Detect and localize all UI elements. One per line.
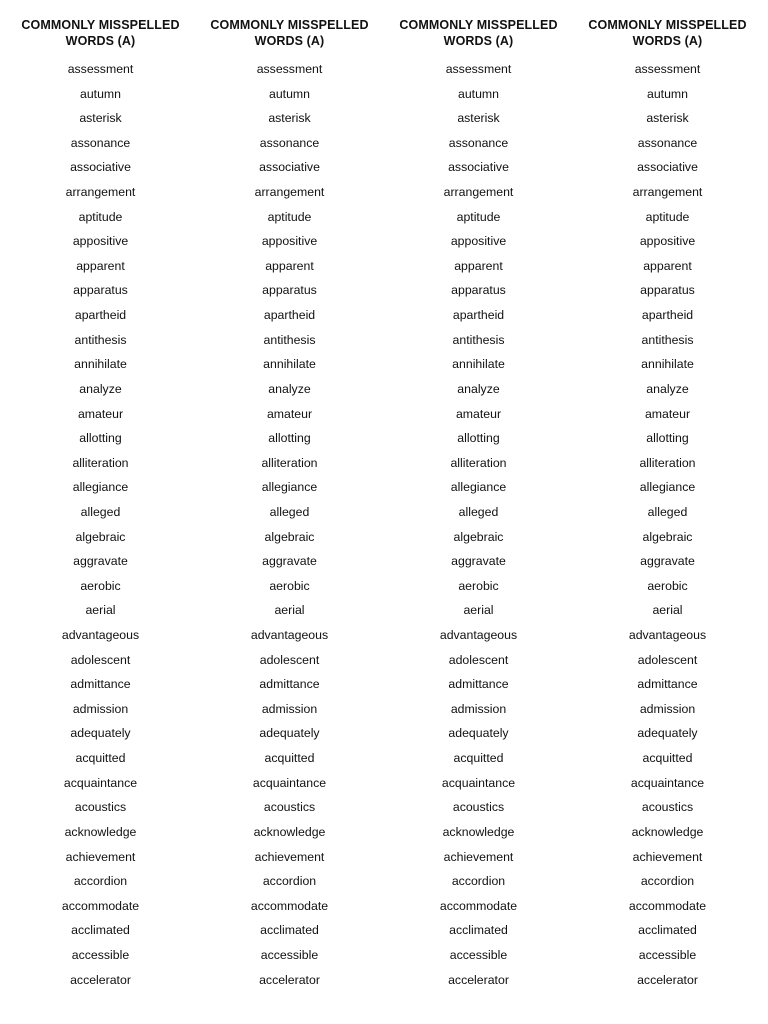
word-item: apparent — [454, 258, 503, 273]
word-item: aerobic — [458, 578, 499, 593]
word-item: aggravate — [451, 554, 506, 569]
word-item: arrangement — [632, 185, 703, 200]
word-item: algebraic — [642, 529, 693, 544]
word-item: aerial — [85, 603, 116, 618]
word-item: algebraic — [264, 529, 315, 544]
word-item: acoustics — [74, 800, 127, 815]
word-item: amateur — [266, 406, 313, 421]
column-title — [210, 17, 368, 51]
word-item: aerial — [274, 603, 305, 618]
word-item: admission — [72, 701, 129, 716]
word-item: antithesis — [452, 332, 505, 347]
word-item: algebraic — [453, 529, 504, 544]
word-item: assonance — [448, 135, 509, 150]
word-item: aptitude — [78, 209, 123, 224]
word-item: assessment — [634, 62, 701, 76]
word-item: apparatus — [262, 283, 317, 298]
word-item: aptitude — [645, 209, 690, 224]
word-item: assonance — [637, 135, 698, 150]
word-item: acknowledge — [253, 824, 326, 839]
word-item: accelerator — [70, 972, 131, 987]
word-item: acquaintance — [252, 775, 327, 790]
word-item: analyze — [268, 381, 311, 396]
word-item: analyze — [646, 381, 689, 396]
word-item: allegiance — [72, 480, 129, 495]
word-item: analyze — [457, 381, 500, 396]
word-item: alleged — [458, 504, 499, 519]
word-item: adolescent — [448, 652, 509, 667]
word-item: admission — [450, 701, 507, 716]
word-item: amateur — [644, 406, 691, 421]
word-item: apartheid — [452, 308, 505, 323]
word-item: arrangement — [65, 185, 136, 200]
word-column-4 — [573, 17, 762, 1024]
word-item: apparatus — [451, 283, 506, 298]
word-item: acoustics — [641, 800, 694, 815]
word-item: apparent — [265, 258, 314, 273]
word-item: aptitude — [456, 209, 501, 224]
word-item: advantageous — [628, 628, 707, 643]
word-item: adolescent — [70, 652, 131, 667]
word-item: associative — [637, 160, 698, 175]
word-item: acquitted — [264, 751, 315, 766]
word-item: alliteration — [261, 455, 318, 470]
column-title — [21, 17, 179, 51]
word-item: alleged — [80, 504, 121, 519]
word-item: allegiance — [639, 480, 696, 495]
word-item: asterisk — [457, 111, 500, 126]
word-item: admission — [639, 701, 696, 716]
word-item: accordion — [262, 874, 317, 889]
word-item: asterisk — [79, 111, 122, 126]
word-item: apparent — [643, 258, 692, 273]
word-item: allotting — [457, 431, 500, 446]
word-item: apartheid — [263, 308, 316, 323]
word-item: accelerator — [259, 972, 320, 987]
word-item: accordion — [73, 874, 128, 889]
word-item: antithesis — [74, 332, 127, 347]
word-item: admittance — [637, 677, 698, 692]
word-item: annihilate — [263, 357, 316, 372]
word-list — [195, 57, 384, 992]
word-item: assessment — [67, 62, 134, 76]
column-title — [399, 17, 557, 51]
word-item: asterisk — [646, 111, 689, 126]
word-item: accelerator — [448, 972, 509, 987]
column-title-line-2: WORDS (A) — [254, 34, 325, 48]
word-item: admittance — [448, 677, 509, 692]
word-item: aerobic — [80, 578, 121, 593]
word-item: advantageous — [250, 628, 329, 643]
word-item: allotting — [268, 431, 311, 446]
word-item: appositive — [72, 234, 129, 249]
word-item: alliteration — [450, 455, 507, 470]
word-column-3 — [384, 17, 573, 1024]
word-item: admittance — [259, 677, 320, 692]
word-column-1 — [6, 17, 195, 1024]
word-item: apartheid — [641, 308, 694, 323]
word-item: advantageous — [439, 628, 518, 643]
word-item: apparatus — [73, 283, 128, 298]
column-title-line-1: COMMONLY MISSPELLED — [399, 18, 558, 32]
word-item: accommodate — [439, 898, 518, 913]
word-item: aerial — [652, 603, 683, 618]
word-item: assessment — [445, 62, 512, 76]
word-item: allegiance — [261, 480, 318, 495]
word-item: aggravate — [73, 554, 128, 569]
word-item: advantageous — [61, 628, 140, 643]
word-item: accommodate — [61, 898, 140, 913]
word-item: alliteration — [639, 455, 696, 470]
word-item: aerobic — [269, 578, 310, 593]
word-item: adequately — [448, 726, 509, 741]
word-item: allegiance — [450, 480, 507, 495]
word-item: appositive — [450, 234, 507, 249]
word-item: assonance — [259, 135, 320, 150]
word-item: algebraic — [75, 529, 126, 544]
word-item: accessible — [449, 947, 508, 962]
word-item: acclimated — [260, 923, 319, 938]
word-item: apparatus — [640, 283, 695, 298]
word-item: acclimated — [71, 923, 130, 938]
column-title-line-2: WORDS (A) — [632, 34, 703, 48]
word-item: achievement — [65, 849, 136, 864]
word-item: alleged — [269, 504, 310, 519]
word-item: accommodate — [628, 898, 707, 913]
word-item: alliteration — [72, 455, 129, 470]
word-item: adequately — [70, 726, 131, 741]
word-item: accordion — [640, 874, 695, 889]
word-item: admission — [261, 701, 318, 716]
word-item: accelerator — [637, 972, 698, 987]
word-item: associative — [448, 160, 509, 175]
word-item: allotting — [646, 431, 689, 446]
word-item: acquaintance — [63, 775, 138, 790]
word-item: aerial — [463, 603, 494, 618]
word-item: annihilate — [74, 357, 127, 372]
word-item: assonance — [70, 135, 131, 150]
word-item: acquaintance — [630, 775, 705, 790]
column-title — [588, 17, 746, 51]
word-item: autumn — [79, 86, 122, 101]
word-item: adequately — [637, 726, 698, 741]
word-item: acclimated — [449, 923, 508, 938]
word-item: admittance — [70, 677, 131, 692]
word-item: accessible — [638, 947, 697, 962]
word-item: autumn — [268, 86, 311, 101]
word-item: assessment — [256, 62, 323, 76]
word-item: autumn — [646, 86, 689, 101]
column-title-line-1: COMMONLY MISSPELLED — [21, 18, 180, 32]
column-title-line-2: WORDS (A) — [443, 34, 514, 48]
word-item: antithesis — [641, 332, 694, 347]
column-title-line-1: COMMONLY MISSPELLED — [588, 18, 747, 32]
word-item: acknowledge — [64, 824, 137, 839]
word-item: alleged — [647, 504, 688, 519]
word-list — [573, 57, 762, 992]
word-item: adolescent — [259, 652, 320, 667]
word-item: achievement — [443, 849, 514, 864]
word-list — [6, 57, 195, 992]
word-item: aerobic — [647, 578, 688, 593]
word-item: appositive — [261, 234, 318, 249]
column-title-line-1: COMMONLY MISSPELLED — [210, 18, 369, 32]
word-item: accessible — [260, 947, 319, 962]
word-item: arrangement — [443, 185, 514, 200]
word-item: annihilate — [641, 357, 694, 372]
word-item: appositive — [639, 234, 696, 249]
word-item: accessible — [71, 947, 130, 962]
word-item: aptitude — [267, 209, 312, 224]
word-list — [384, 57, 573, 992]
word-item: amateur — [455, 406, 502, 421]
word-item: antithesis — [263, 332, 316, 347]
word-item: apartheid — [74, 308, 127, 323]
word-item: acquitted — [453, 751, 504, 766]
word-item: acclimated — [638, 923, 697, 938]
word-item: annihilate — [452, 357, 505, 372]
word-item: achievement — [632, 849, 703, 864]
word-item: analyze — [79, 381, 122, 396]
word-item: allotting — [79, 431, 122, 446]
word-item: acquitted — [75, 751, 126, 766]
word-item: arrangement — [254, 185, 325, 200]
word-item: adolescent — [637, 652, 698, 667]
word-item: amateur — [77, 406, 124, 421]
word-item: aggravate — [640, 554, 695, 569]
word-item: acquaintance — [441, 775, 516, 790]
word-item: associative — [70, 160, 131, 175]
word-item: associative — [259, 160, 320, 175]
word-item: apparent — [76, 258, 125, 273]
word-item: accommodate — [250, 898, 329, 913]
word-item: acquitted — [642, 751, 693, 766]
column-title-line-2: WORDS (A) — [65, 34, 136, 48]
word-item: accordion — [451, 874, 506, 889]
word-item: autumn — [457, 86, 500, 101]
word-item: acoustics — [263, 800, 316, 815]
word-item: asterisk — [268, 111, 311, 126]
word-item: acoustics — [452, 800, 505, 815]
word-item: acknowledge — [631, 824, 704, 839]
word-column-2 — [195, 17, 384, 1024]
word-item: adequately — [259, 726, 320, 741]
word-item: aggravate — [262, 554, 317, 569]
word-item: acknowledge — [442, 824, 515, 839]
word-item: achievement — [254, 849, 325, 864]
